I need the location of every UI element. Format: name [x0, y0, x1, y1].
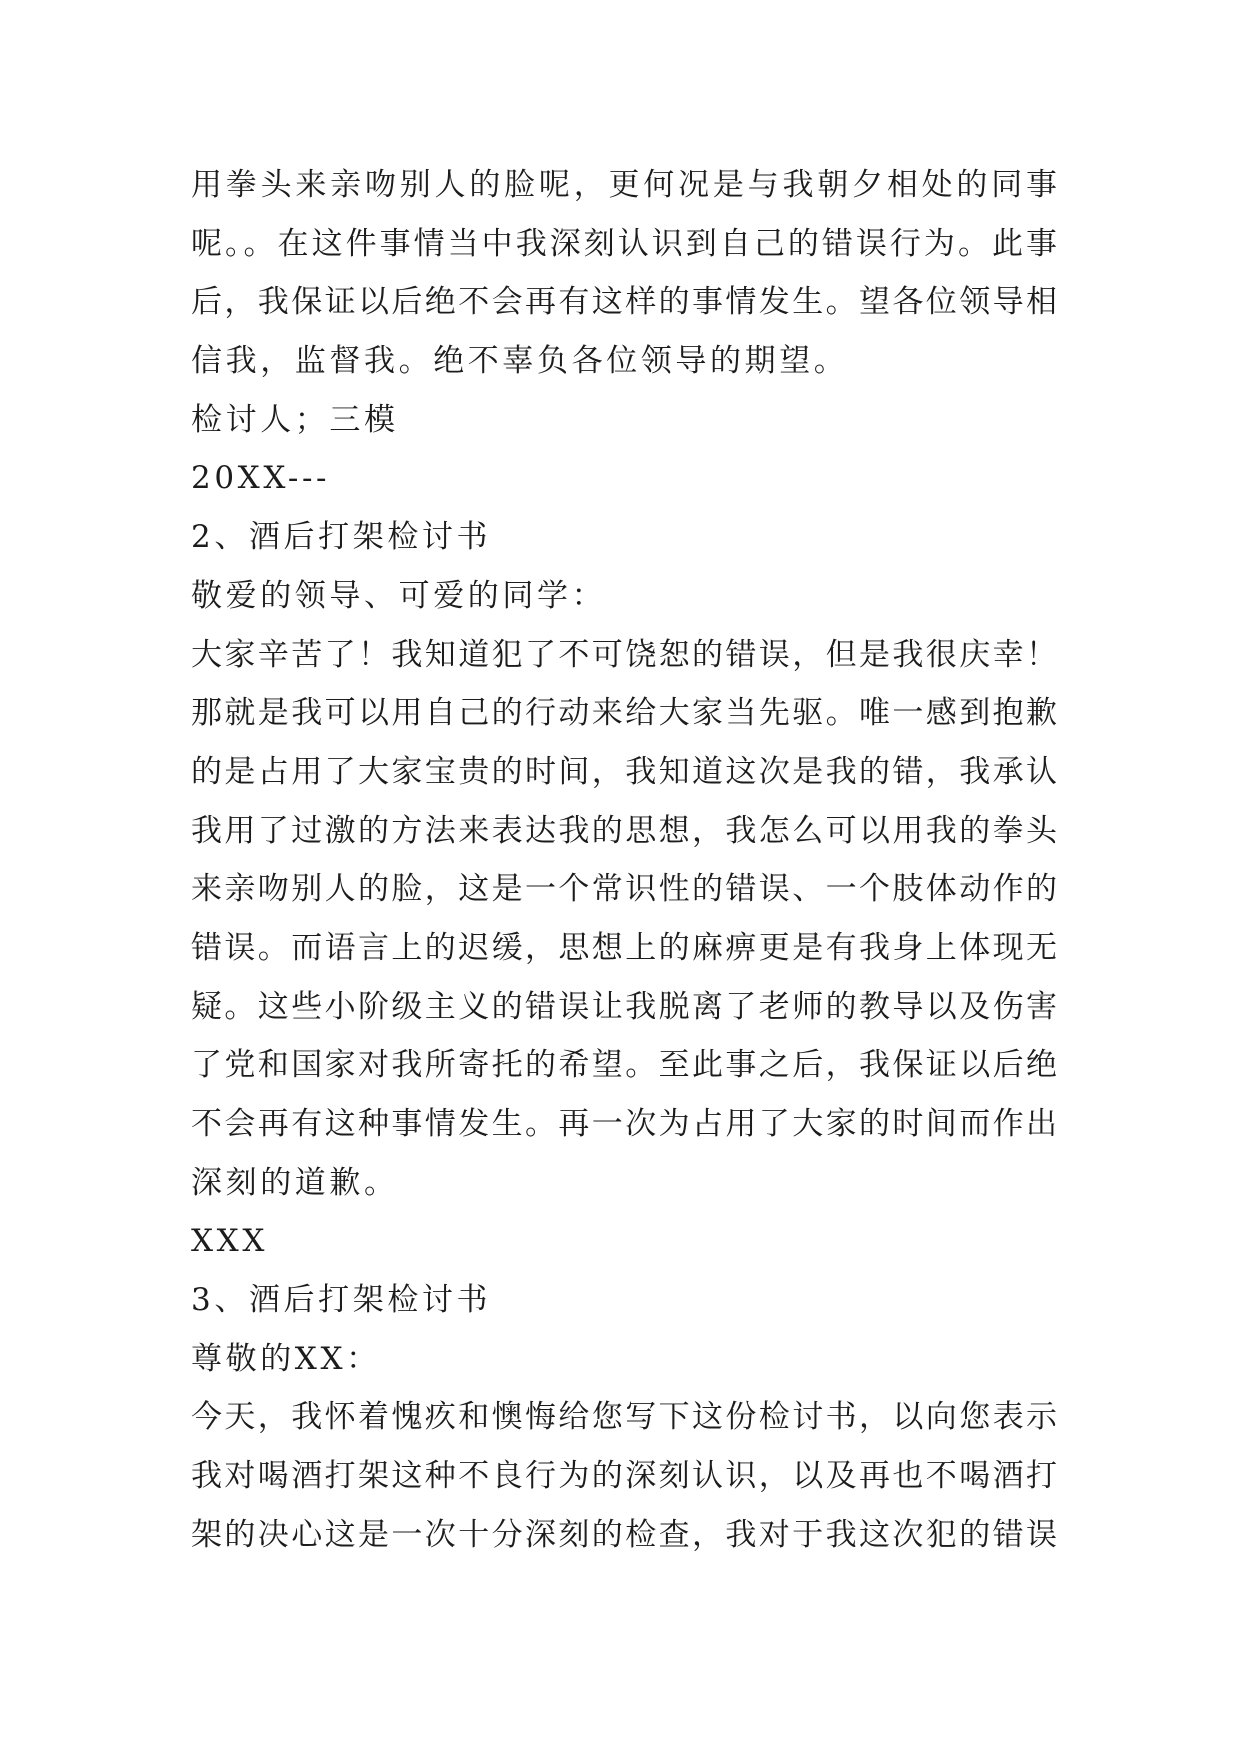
section-2-title: 2、酒后打架检讨书 — [191, 519, 492, 556]
section-1-signature: 检讨人；三模 — [191, 401, 399, 438]
section-1-body-line: 后，我保证以后绝不会再有这样的事情发生。望各位领导相 — [191, 284, 1057, 321]
section-2-body-line: 大家辛苦了！我知道犯了不可饶恕的错误，但是我很庆幸！ — [191, 636, 1057, 673]
section-2-body-line: 不会再有这种事情发生。再一次为占用了大家的时间而作出 — [191, 1106, 1057, 1142]
section-3-body-line: 今天，我怀着愧疚和懊悔给您写下这份检讨书，以向您表示 — [191, 1399, 1057, 1436]
section-3-title: 3、酒后打架检讨书 — [191, 1282, 492, 1319]
section-3-body-line: 我对喝酒打架这种不良行为的深刻认识，以及再也不喝酒打 — [191, 1458, 1057, 1495]
section-1-body-line: 信我，监督我。绝不辜负各位领导的期望。 — [191, 343, 849, 380]
section-1-body-line: 用拳头来亲吻别人的脸呢，更何况是与我朝夕相处的同事 — [191, 167, 1057, 203]
section-2-body-line: 疑。这些小阶级主义的错误让我脱离了老师的教导以及伤害 — [191, 988, 1057, 1025]
section-2-body-line: 错误。而语言上的迟缓，思想上的麻痹更是有我身上体现无 — [191, 929, 1057, 966]
section-2-body-line: 了党和国家对我所寄托的希望。至此事之后，我保证以后绝 — [191, 1047, 1057, 1084]
section-2-body-line: 那就是我可以用自己的行动来给大家当先驱。唯一感到抱歉 — [191, 695, 1057, 732]
section-2-salutation: 敬爱的领导、可爱的同学： — [191, 577, 607, 614]
section-2-body-line: 来亲吻别人的脸，这是一个常识性的错误、一个肢体动作的 — [191, 871, 1057, 908]
section-2-body-line: 深刻的道歉。 — [191, 1164, 399, 1201]
section-3-body-line: 架的决心这是一次十分深刻的检查，我对于我这次犯的错误 — [191, 1516, 1057, 1553]
section-2-signer: XXX — [191, 1223, 269, 1260]
section-1-date: 20XX--- — [191, 460, 331, 497]
section-3-salutation: 尊敬的XX： — [191, 1340, 381, 1377]
section-2-body-line: 的是占用了大家宝贵的时间，我知道这次是我的错，我承认 — [191, 753, 1057, 790]
section-1-body-line: 呢。。在这件事情当中我深刻认识到自己的错误行为。此事 — [191, 225, 1057, 262]
section-2-body-line: 我用了过激的方法来表达我的思想，我怎么可以用我的拳头 — [191, 812, 1057, 849]
document-page — [191, 156, 1057, 1565]
